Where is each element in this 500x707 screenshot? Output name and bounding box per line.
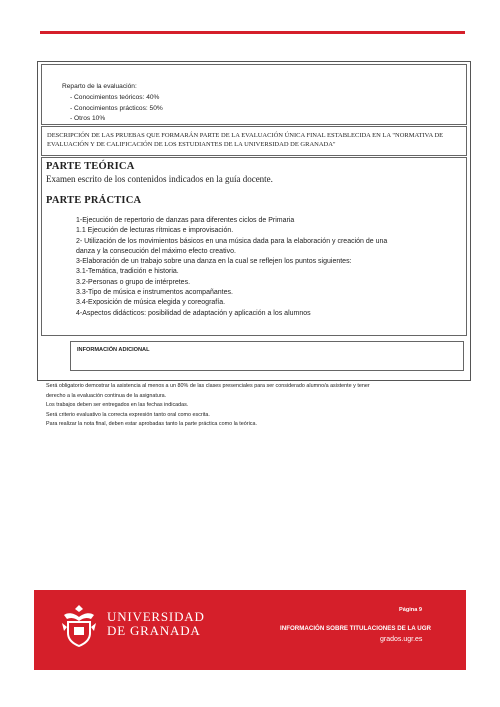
list-item: 2- Utilización de los movimientos básicos en una música dada para la elaboración y creación de una [76, 237, 388, 245]
list-item: 3.1-Temática, tradición e historia. [76, 268, 179, 276]
list-item: 3.3-Tipo de música e instrumentos acompañantes. [76, 289, 233, 297]
description-text: DESCRIPCIÓN DE LAS PRUEBAS QUE FORMARÁN PARTE DE LA EVALUACIÓN ÚNICA FINAL ESTABLECIDA EN LA "NORMATIVA DE EVALUACIÓN Y DE CALIFICACIÓN DE LOS ESTUDIANTES DE LA UNIVERSIDAD DE GRANADA" [47, 132, 444, 148]
note-line: Para realizar la nota final, deben estar aprobadas tanto la parte práctica como la teórica. [46, 421, 257, 428]
note-line: Los trabajos deben ser entregados en las fechas indicadas. [46, 402, 189, 409]
university-name-line2: DE GRANADA [107, 623, 201, 638]
list-item: 3.2-Personas o grupo de intérpretes. [76, 278, 191, 286]
note-line: derecho a la evaluación continua de la asignatura. [46, 392, 167, 399]
list-item: 3.4-Exposición de música elegida y coreografía. [76, 299, 226, 307]
additional-notes [46, 382, 458, 430]
page-number: Página 9 [398, 607, 422, 613]
practica-heading: PARTE PRÁCTICA [46, 195, 142, 206]
teorica-heading: PARTE TEÓRICA [46, 161, 135, 172]
evaluation-distribution-box [41, 64, 467, 125]
list-item: 1-Ejecución de repertorio de danzas para diferentes ciclos de Primaria [76, 217, 295, 224]
list-item: - Conocimientos teóricos: 40% [70, 93, 163, 104]
list-item: - Conocimientos prácticos: 50% [70, 104, 163, 115]
note-line: Será criterio evaluativo la correcta expresión tanto oral como escrita. [46, 411, 210, 418]
additional-info-title: INFORMACIÓN ADICIONAL [77, 347, 150, 353]
additional-info-box [70, 341, 464, 371]
content-box [41, 157, 467, 336]
university-name-line1: UNIVERSIDAD [107, 609, 205, 624]
university-crest-icon [60, 603, 98, 647]
university-name [107, 610, 205, 638]
footer-website-link[interactable]: grados.ugr.es [380, 636, 423, 643]
evaluation-list [70, 93, 163, 125]
list-item: 1.1 Ejecución de lecturas rítmicas e improvisación. [76, 227, 234, 235]
practica-list [76, 216, 464, 319]
list-item: 3-Elaboración de un trabajo sobre una danza en la cual se reflejen los puntos siguientes: [76, 258, 352, 266]
header-rule [40, 31, 465, 34]
list-item: danza y la consecución del máximo efecto creativo. [76, 247, 236, 255]
evaluation-title: Reparto de la evaluación: [62, 83, 137, 90]
footer-banner [34, 590, 466, 670]
list-item: - Otros 10% [70, 114, 163, 125]
description-box [41, 126, 467, 156]
note-line: Será obligatorio demostrar la asistencia al menos a un 80% de las clases presenciales para ser considerado alumno/a asistente y tener [46, 383, 370, 389]
teorica-text: Examen escrito de los contenidos indicados en la guía docente. [46, 174, 273, 184]
list-item: 4-Aspectos didácticos: posibilidad de adaptación y aplicación a los alumnos [76, 309, 311, 317]
footer-info-text: INFORMACIÓN SOBRE TITULACIONES DE LA UGR [280, 625, 432, 632]
